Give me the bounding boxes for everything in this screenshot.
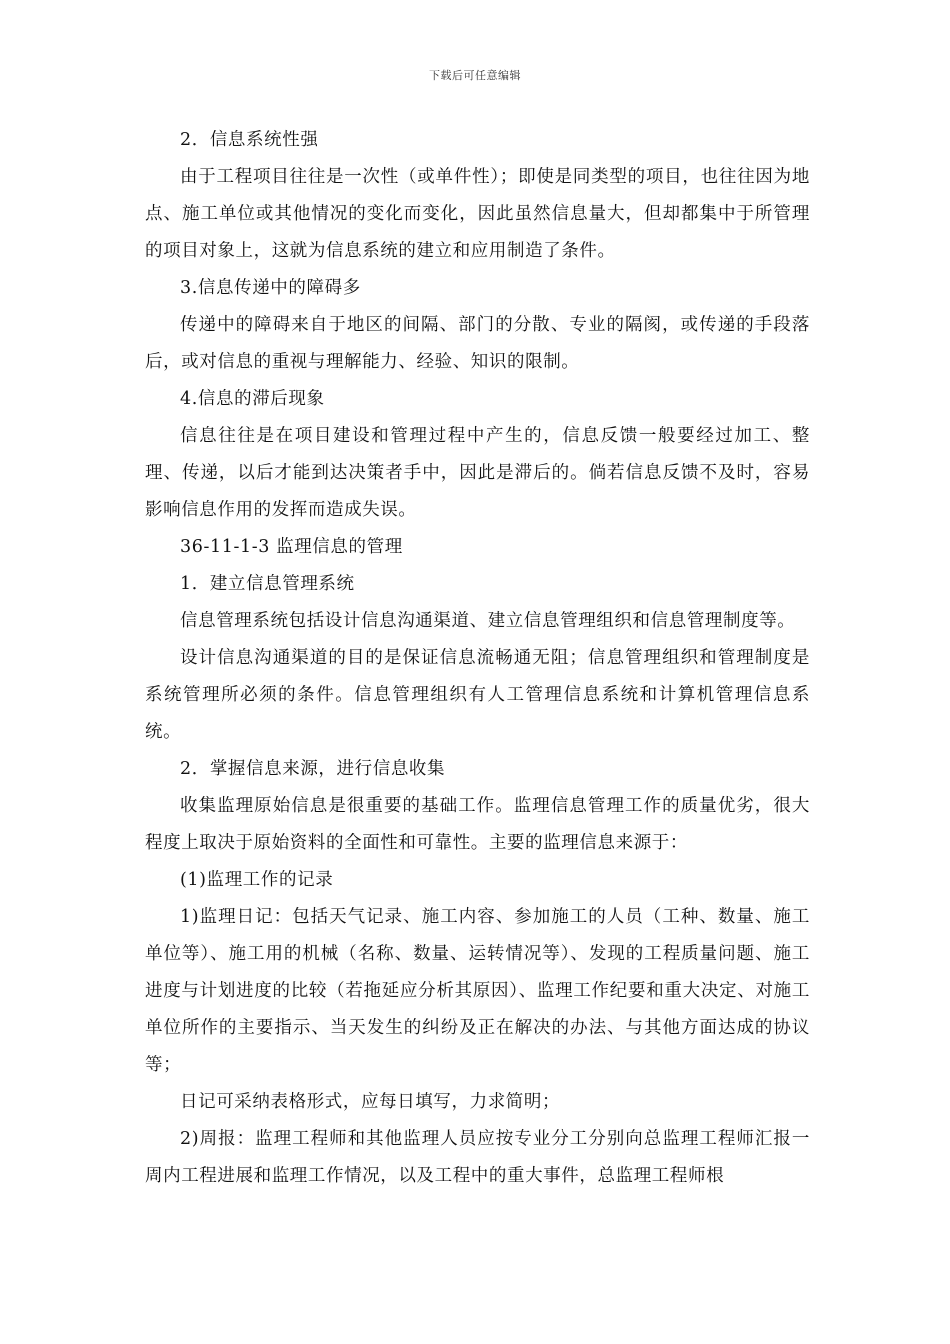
paragraph: 传递中的障碍来自于地区的间隔、部门的分散、专业的隔阂，或传递的手段落后，或对信息的重视与理解能力、经验、知识的限制。 <box>145 315 810 372</box>
paragraph: 2)周报：监理工程师和其他监理人员应按专业分工分别向总监理工程师汇报一周内工程进展和监理工作情况，以及工程中的重大事件，总监理工程师根 <box>145 1129 810 1186</box>
section-heading: 36-11-1-3 监理信息的管理 <box>180 537 403 557</box>
paragraph: 设计信息沟通渠道的目的是保证信息流畅通无阻；信息管理组织和管理制度是系统管理所必须的条件。信息管理组织有人工管理信息系统和计算机管理信息系统。 <box>145 648 810 742</box>
document-body <box>145 122 810 1195</box>
section-heading: 1．建立信息管理系统 <box>180 574 355 594</box>
section-heading: 2．信息系统性强 <box>180 130 319 150</box>
section-heading: 2．掌握信息来源，进行信息收集 <box>180 759 446 779</box>
section-heading: (1)监理工作的记录 <box>180 870 334 890</box>
section-heading: 4.信息的滞后现象 <box>180 389 325 409</box>
paragraph: 由于工程项目往往是一次性（或单件性）；即使是同类型的项目，也往往因为地点、施工单位或其他情况的变化而变化，因此虽然信息量大，但却都集中于所管理的项目对象上，这就为信息系统的建立和应用制造了条件。 <box>145 167 810 261</box>
paragraph: 收集监理原始信息是很重要的基础工作。监理信息管理工作的质量优劣，很大程度上取决于原始资料的全面性和可靠性。主要的监理信息来源于： <box>145 796 810 853</box>
section-heading: 3.信息传递中的障碍多 <box>180 278 361 298</box>
paragraph: 信息往往是在项目建设和管理过程中产生的，信息反馈一般要经过加工、整理、传递，以后才能到达决策者手中，因此是滞后的。倘若信息反馈不及时，容易影响信息作用的发挥而造成失误。 <box>145 426 810 520</box>
paragraph: 日记可采纳表格形式，应每日填写，力求简明； <box>180 1092 561 1112</box>
header-note: 下载后可任意编辑 <box>429 69 521 82</box>
paragraph: 1)监理日记：包括天气记录、施工内容、参加施工的人员（工种、数量、施工单位等）、施工用的机械（名称、数量、运转情况等）、发现的工程质量问题、施工进度与计划进度的比较（若拖延应分析其原因）、监理工作纪要和重大决定、对施工单位所作的主要指示、当天发生的纠纷及正在解决的办法、与其他方面达成的协议等； <box>145 907 810 1075</box>
paragraph: 信息管理系统包括设计信息沟通渠道、建立信息管理组织和信息管理制度等。 <box>180 611 796 631</box>
